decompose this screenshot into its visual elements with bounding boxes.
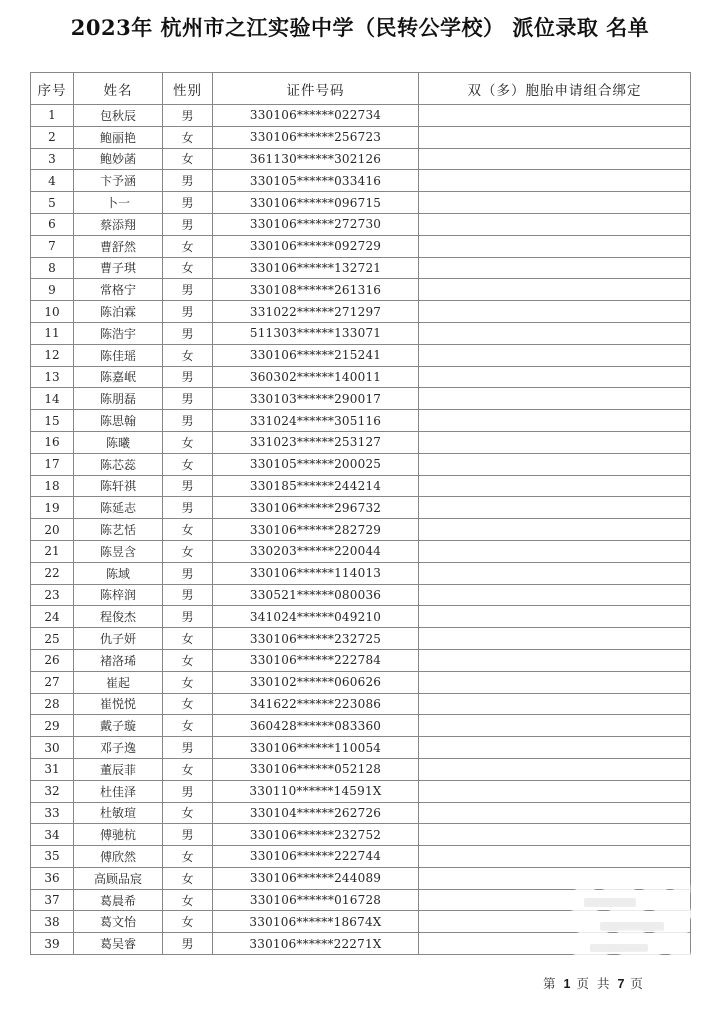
row-number: 29	[31, 715, 74, 737]
student-name: 曹子琪	[74, 257, 163, 279]
id-number: 330106******22271X	[213, 933, 419, 955]
table-row	[31, 584, 691, 606]
student-name: 常格宁	[74, 279, 163, 301]
table-row	[31, 802, 691, 824]
row-number: 1	[31, 105, 74, 127]
table-row	[31, 824, 691, 846]
twin-binding	[419, 889, 691, 911]
id-number: 330106******096715	[213, 192, 419, 214]
gender: 男	[163, 475, 213, 497]
table-row	[31, 693, 691, 715]
student-name: 陈浩宇	[74, 322, 163, 344]
gender: 男	[163, 213, 213, 235]
table-row	[31, 715, 691, 737]
column-header-3: 证件号码	[213, 73, 419, 105]
table-row	[31, 366, 691, 388]
gender: 男	[163, 780, 213, 802]
row-number: 8	[31, 257, 74, 279]
twin-binding	[419, 824, 691, 846]
table-row	[31, 410, 691, 432]
table-row	[31, 649, 691, 671]
table-row	[31, 453, 691, 475]
row-number: 17	[31, 453, 74, 475]
id-number: 331023******253127	[213, 431, 419, 453]
student-name: 蔡添翔	[74, 213, 163, 235]
table-row	[31, 344, 691, 366]
twin-binding	[419, 497, 691, 519]
student-name: 陈昱含	[74, 540, 163, 562]
twin-binding	[419, 235, 691, 257]
twin-binding	[419, 737, 691, 759]
row-number: 35	[31, 846, 74, 868]
twin-binding	[419, 693, 691, 715]
student-name: 包秋辰	[74, 105, 163, 127]
student-name: 曹舒然	[74, 235, 163, 257]
gender: 男	[163, 584, 213, 606]
student-name: 崔起	[74, 671, 163, 693]
twin-binding	[419, 257, 691, 279]
gender: 男	[163, 410, 213, 432]
id-number: 330106******256723	[213, 126, 419, 148]
student-name: 陈曦	[74, 431, 163, 453]
table-row	[31, 301, 691, 323]
student-name: 鲍妙菡	[74, 148, 163, 170]
student-name: 邓子逸	[74, 737, 163, 759]
twin-binding	[419, 301, 691, 323]
gender: 女	[163, 148, 213, 170]
twin-binding	[419, 148, 691, 170]
twin-binding	[419, 780, 691, 802]
gender: 男	[163, 562, 213, 584]
twin-binding	[419, 802, 691, 824]
gender: 女	[163, 431, 213, 453]
student-name: 陈梓润	[74, 584, 163, 606]
gender: 女	[163, 519, 213, 541]
gender: 女	[163, 693, 213, 715]
row-number: 23	[31, 584, 74, 606]
row-number: 18	[31, 475, 74, 497]
table-row	[31, 780, 691, 802]
id-number: 330106******222744	[213, 846, 419, 868]
gender: 男	[163, 824, 213, 846]
column-header-2: 性别	[163, 73, 213, 105]
student-name: 卞予涵	[74, 170, 163, 192]
id-number: 330106******110054	[213, 737, 419, 759]
gender: 男	[163, 105, 213, 127]
twin-binding	[419, 453, 691, 475]
row-number: 9	[31, 279, 74, 301]
row-number: 22	[31, 562, 74, 584]
row-number: 31	[31, 758, 74, 780]
row-number: 37	[31, 889, 74, 911]
id-number: 330104******262726	[213, 802, 419, 824]
table-row	[31, 235, 691, 257]
footer-suffix: 页	[630, 976, 645, 991]
gender: 女	[163, 889, 213, 911]
gender: 男	[163, 301, 213, 323]
row-number: 3	[31, 148, 74, 170]
row-number: 34	[31, 824, 74, 846]
row-number: 4	[31, 170, 74, 192]
twin-binding	[419, 279, 691, 301]
row-number: 2	[31, 126, 74, 148]
table-row	[31, 758, 691, 780]
table-row	[31, 671, 691, 693]
gender: 男	[163, 170, 213, 192]
table-row	[31, 148, 691, 170]
student-name: 陈轩祺	[74, 475, 163, 497]
student-name: 陈艺恬	[74, 519, 163, 541]
row-number: 15	[31, 410, 74, 432]
table-row	[31, 279, 691, 301]
gender: 女	[163, 671, 213, 693]
id-number: 330102******060626	[213, 671, 419, 693]
id-number: 330203******220044	[213, 540, 419, 562]
gender: 男	[163, 606, 213, 628]
row-number: 6	[31, 213, 74, 235]
id-number: 330103******290017	[213, 388, 419, 410]
twin-binding	[419, 475, 691, 497]
student-name: 褚洛琋	[74, 649, 163, 671]
student-name: 仇子妍	[74, 628, 163, 650]
id-number: 330106******282729	[213, 519, 419, 541]
gender: 女	[163, 802, 213, 824]
student-name: 杜敏瑄	[74, 802, 163, 824]
column-header-4: 双（多）胞胎申请组合绑定	[419, 73, 691, 105]
row-number: 33	[31, 802, 74, 824]
row-number: 10	[31, 301, 74, 323]
footer-prefix: 第	[543, 976, 558, 991]
id-number: 330108******261316	[213, 279, 419, 301]
twin-binding	[419, 671, 691, 693]
id-number: 330106******215241	[213, 344, 419, 366]
id-number: 360428******083360	[213, 715, 419, 737]
student-name: 卜一	[74, 192, 163, 214]
table-row	[31, 257, 691, 279]
row-number: 24	[31, 606, 74, 628]
row-number: 27	[31, 671, 74, 693]
column-header-1: 姓名	[74, 73, 163, 105]
gender: 女	[163, 846, 213, 868]
gender: 男	[163, 322, 213, 344]
row-number: 32	[31, 780, 74, 802]
gender: 女	[163, 911, 213, 933]
table-row	[31, 105, 691, 127]
gender: 女	[163, 540, 213, 562]
student-name: 傅驰杭	[74, 824, 163, 846]
row-number: 13	[31, 366, 74, 388]
twin-binding	[419, 192, 691, 214]
student-name: 陈佳瑶	[74, 344, 163, 366]
gender: 男	[163, 497, 213, 519]
gender: 男	[163, 192, 213, 214]
table-row	[31, 170, 691, 192]
id-number: 330105******033416	[213, 170, 419, 192]
gender: 女	[163, 867, 213, 889]
gender: 男	[163, 737, 213, 759]
student-name: 葛文怡	[74, 911, 163, 933]
student-name: 程俊杰	[74, 606, 163, 628]
twin-binding	[419, 867, 691, 889]
twin-binding	[419, 366, 691, 388]
student-name: 陈朋磊	[74, 388, 163, 410]
row-number: 19	[31, 497, 74, 519]
row-number: 21	[31, 540, 74, 562]
table-row	[31, 213, 691, 235]
student-name: 陈思翰	[74, 410, 163, 432]
id-number: 330106******092729	[213, 235, 419, 257]
student-name: 葛吴睿	[74, 933, 163, 955]
current-page-number: 1	[563, 977, 571, 991]
twin-binding	[419, 344, 691, 366]
gender: 女	[163, 235, 213, 257]
id-number: 341622******223086	[213, 693, 419, 715]
twin-binding	[419, 649, 691, 671]
twin-binding	[419, 105, 691, 127]
student-name: 陈延志	[74, 497, 163, 519]
gender: 男	[163, 933, 213, 955]
id-number: 330106******244089	[213, 867, 419, 889]
page-footer	[543, 974, 645, 992]
gender: 女	[163, 344, 213, 366]
row-number: 16	[31, 431, 74, 453]
table-row	[31, 628, 691, 650]
id-number: 330106******114013	[213, 562, 419, 584]
row-number: 11	[31, 322, 74, 344]
table-row	[31, 562, 691, 584]
id-number: 330185******244214	[213, 475, 419, 497]
twin-binding	[419, 562, 691, 584]
id-number: 330106******132721	[213, 257, 419, 279]
row-number: 38	[31, 911, 74, 933]
table-row	[31, 540, 691, 562]
id-number: 330106******18674X	[213, 911, 419, 933]
twin-binding	[419, 388, 691, 410]
table-row	[31, 322, 691, 344]
twin-binding	[419, 911, 691, 933]
table-row	[31, 933, 691, 955]
twin-binding	[419, 322, 691, 344]
row-number: 5	[31, 192, 74, 214]
row-number: 14	[31, 388, 74, 410]
gender: 女	[163, 628, 213, 650]
gender: 女	[163, 126, 213, 148]
footer-middle: 页 共	[576, 976, 612, 991]
column-header-0: 序号	[31, 73, 74, 105]
row-number: 26	[31, 649, 74, 671]
table-row	[31, 911, 691, 933]
row-number: 12	[31, 344, 74, 366]
student-name: 崔悦悦	[74, 693, 163, 715]
table-row	[31, 846, 691, 868]
row-number: 39	[31, 933, 74, 955]
total-pages-number: 7	[617, 977, 625, 991]
student-name: 陈域	[74, 562, 163, 584]
student-name: 董辰菲	[74, 758, 163, 780]
twin-binding	[419, 628, 691, 650]
twin-binding	[419, 715, 691, 737]
twin-binding	[419, 126, 691, 148]
twin-binding	[419, 540, 691, 562]
twin-binding	[419, 758, 691, 780]
twin-binding	[419, 431, 691, 453]
gender: 女	[163, 758, 213, 780]
student-name: 傅欣然	[74, 846, 163, 868]
id-number: 330106******052128	[213, 758, 419, 780]
twin-binding	[419, 519, 691, 541]
id-number: 330521******080036	[213, 584, 419, 606]
row-number: 30	[31, 737, 74, 759]
table-row	[31, 388, 691, 410]
table-row	[31, 889, 691, 911]
row-number: 28	[31, 693, 74, 715]
gender: 女	[163, 715, 213, 737]
gender: 男	[163, 366, 213, 388]
table-row	[31, 475, 691, 497]
table-row	[31, 497, 691, 519]
gender: 女	[163, 453, 213, 475]
table-row	[31, 431, 691, 453]
id-number: 361130******302126	[213, 148, 419, 170]
row-number: 25	[31, 628, 74, 650]
id-number: 330106******232725	[213, 628, 419, 650]
twin-binding	[419, 606, 691, 628]
page-title: 2023年 杭州市之江实验中学（民转公学校） 派位录取 名单	[70, 15, 650, 40]
twin-binding	[419, 584, 691, 606]
student-name: 杜佳泽	[74, 780, 163, 802]
gender: 女	[163, 649, 213, 671]
id-number: 330106******016728	[213, 889, 419, 911]
id-number: 330106******272730	[213, 213, 419, 235]
twin-binding	[419, 213, 691, 235]
id-number: 330106******222784	[213, 649, 419, 671]
id-number: 330106******296732	[213, 497, 419, 519]
student-name: 戴子璇	[74, 715, 163, 737]
id-number: 330106******232752	[213, 824, 419, 846]
student-name: 陈芯蕊	[74, 453, 163, 475]
student-name: 陈泊霖	[74, 301, 163, 323]
row-number: 36	[31, 867, 74, 889]
twin-binding	[419, 933, 691, 955]
row-number: 7	[31, 235, 74, 257]
gender: 女	[163, 257, 213, 279]
twin-binding	[419, 846, 691, 868]
id-number: 360302******140011	[213, 366, 419, 388]
twin-binding	[419, 410, 691, 432]
student-name: 葛晨希	[74, 889, 163, 911]
table-row	[31, 519, 691, 541]
id-number: 331022******271297	[213, 301, 419, 323]
id-number: 341024******049210	[213, 606, 419, 628]
row-number: 20	[31, 519, 74, 541]
student-name: 陈嘉岷	[74, 366, 163, 388]
admission-roster-table	[30, 72, 691, 955]
id-number: 330110******14591X	[213, 780, 419, 802]
gender: 男	[163, 388, 213, 410]
table-row	[31, 867, 691, 889]
table-row	[31, 737, 691, 759]
id-number: 330106******022734	[213, 105, 419, 127]
id-number: 330105******200025	[213, 453, 419, 475]
table-row	[31, 606, 691, 628]
table-row	[31, 192, 691, 214]
student-name: 鲍丽艳	[74, 126, 163, 148]
student-name: 高顾品宸	[74, 867, 163, 889]
id-number: 331024******305116	[213, 410, 419, 432]
table-row	[31, 126, 691, 148]
gender: 男	[163, 279, 213, 301]
twin-binding	[419, 170, 691, 192]
id-number: 511303******133071	[213, 322, 419, 344]
table-header-row	[31, 73, 691, 105]
